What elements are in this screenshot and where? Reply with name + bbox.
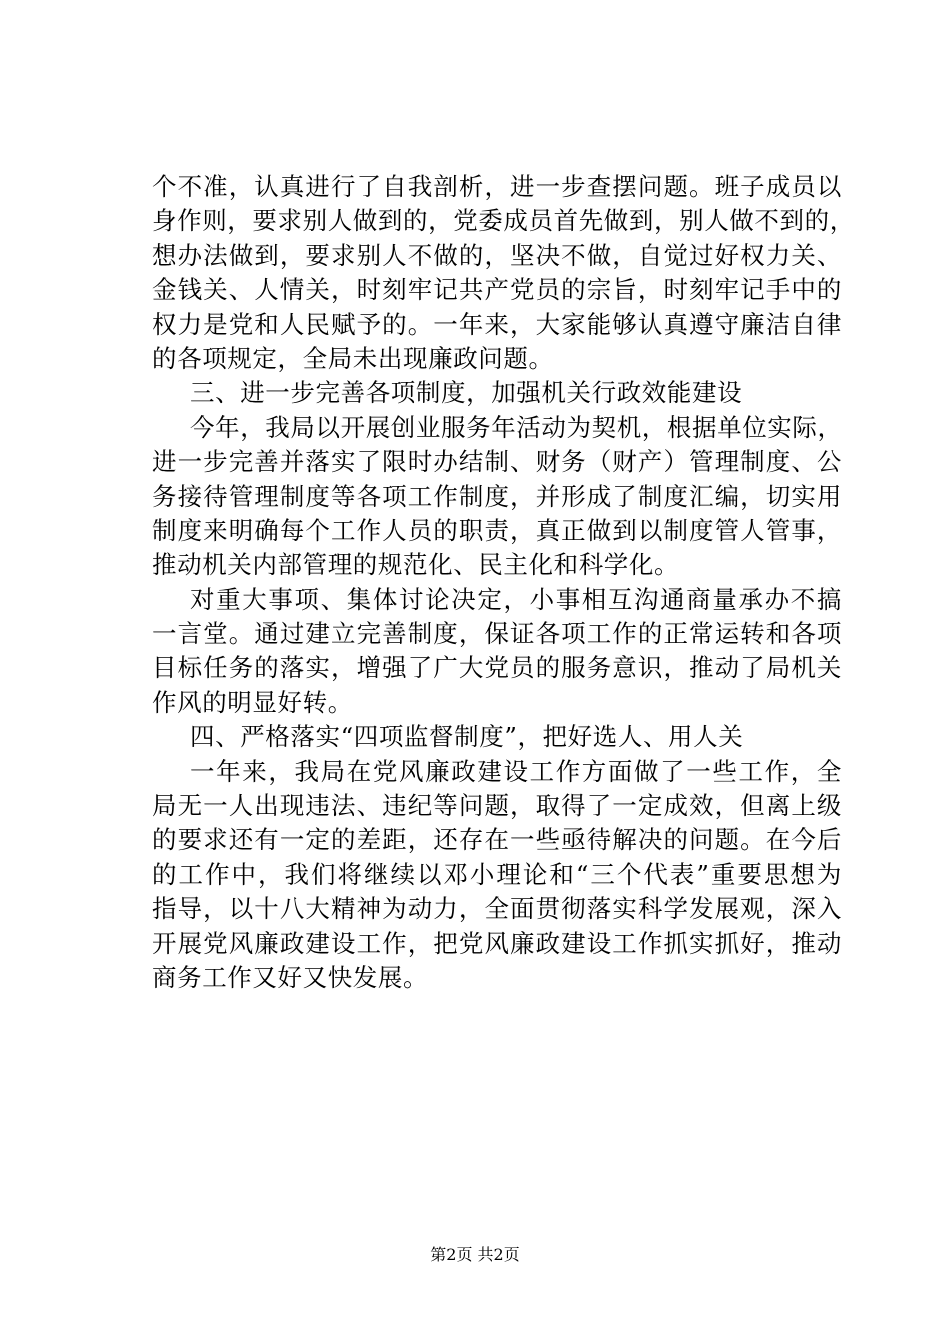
text-line: 作风的明显好转。 — [152, 687, 353, 717]
text-line: 对重大事项、集体讨论决定，小事相互沟通商量承办不搞 — [190, 584, 842, 614]
text-line: 指导，以十八大精神为动力，全面贯彻落实科学发展观，深入 — [152, 894, 842, 924]
text-line: 三、进一步完善各项制度，加强机关行政效能建设 — [190, 378, 743, 408]
text-line: 制度来明确每个工作人员的职责，真正做到以制度管人管事， — [152, 515, 842, 545]
page-footer: 第2页 共2页 — [430, 1245, 520, 1264]
text-line: 想办法做到，要求别人不做的，坚决不做，自觉过好权力关、 — [152, 240, 842, 270]
text-line: 一言堂。通过建立完善制度，保证各项工作的正常运转和各项 — [152, 619, 842, 649]
text-line: 金钱关、人情关，时刻牢记共产党员的宗旨，时刻牢记手中的 — [152, 275, 842, 305]
text-line: 目标任务的落实，增强了广大党员的服务意识，推动了局机关 — [152, 653, 842, 683]
text-line: 的要求还有一定的差距，还存在一些亟待解决的问题。在今后 — [152, 825, 842, 855]
text-line: 局无一人出现违法、违纪等问题，取得了一定成效，但离上级 — [152, 791, 842, 821]
text-line: 一年来，我局在党风廉政建设工作方面做了一些工作，全 — [190, 756, 842, 786]
text-line: 四、严格落实“四项监督制度”，把好选人、用人关 — [190, 722, 744, 752]
text-line: 的工作中，我们将继续以邓小理论和“三个代表”重要思想为 — [152, 859, 842, 889]
text-line: 个不准，认真进行了自我剖析，进一步查摆问题。班子成员以 — [152, 172, 842, 201]
document-body — [152, 170, 855, 995]
text-line: 开展党风廉政建设工作，把党风廉政建设工作抓实抓好，推动 — [152, 928, 842, 958]
text-line: 商务工作又好又快发展。 — [152, 962, 429, 992]
text-line: 身作则，要求别人做到的，党委成员首先做到，别人做不到的， — [152, 206, 855, 236]
text-line: 今年，我局以开展创业服务年活动为契机，根据单位实际， — [190, 412, 843, 442]
text-line: 推动机关内部管理的规范化、民主化和科学化。 — [152, 550, 680, 580]
text-line: 权力是党和人民赋予的。一年来，大家能够认真遵守廉洁自律 — [152, 309, 842, 339]
text-line: 的各项规定，全局未出现廉政问题。 — [152, 343, 554, 373]
text-line: 务接待管理制度等各项工作制度，并形成了制度汇编，切实用 — [152, 481, 842, 511]
text-line: 进一步完善并落实了限时办结制、财务（财产）管理制度、公 — [152, 447, 842, 477]
